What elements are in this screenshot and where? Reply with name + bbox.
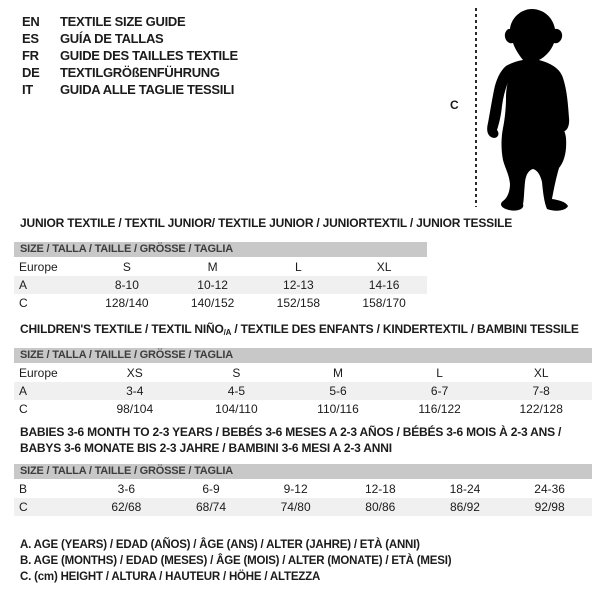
- footnote-age-months: B. AGE (MONTHS) / EDAD (MESES) / ÂGE (MOIS) / ALTER (MONATE) / ETÀ (MESI): [20, 555, 452, 567]
- junior-section-heading: JUNIOR TEXTILE / TEXTIL JUNIOR/ TEXTILE JUNIOR / JUNIORTEXTIL / JUNIOR TESSILE: [20, 216, 513, 230]
- baby-height-figure: [450, 6, 580, 214]
- table-row: [14, 276, 427, 294]
- table-cell: L: [295, 260, 302, 274]
- table-cell: 122/128: [519, 402, 563, 416]
- table-cell: 128/140: [105, 296, 149, 310]
- baby-silhouette-icon: [482, 6, 576, 212]
- table-cell: 74/80: [280, 500, 311, 514]
- guide-title: TEXTILE SIZE GUIDE: [60, 14, 186, 29]
- table-row: [14, 364, 592, 382]
- table-row: [14, 294, 427, 312]
- children-heading-sub: /A: [223, 328, 232, 337]
- table-cell: 140/152: [190, 296, 235, 310]
- table-row: [14, 480, 592, 498]
- table-cell: 86/92: [449, 500, 480, 514]
- children-heading-text: CHILDREN'S TEXTILE / TEXTIL NIÑO: [20, 322, 224, 336]
- table-cell: 4-5: [227, 384, 246, 398]
- table-cell: 104/110: [215, 402, 258, 416]
- language-row: [22, 30, 238, 47]
- babies-heading-line1: BABIES 3-6 MONTH TO 2-3 YEARS / BEBÉS 3-6 MESES A 2-3 AÑOS / BÉBÉS 3-6 MOIS À 2-3 ANS /: [20, 425, 562, 439]
- language-row: [22, 64, 238, 81]
- table-cell: 7-8: [532, 384, 550, 398]
- babies-section-heading: [20, 424, 580, 456]
- children-heading-text: / TEXTILE DES ENFANTS / KINDERTEXTIL / BAMBINI TESSILE: [231, 322, 579, 336]
- row-label: C: [19, 296, 28, 310]
- table-cell: 8-10: [114, 278, 139, 292]
- height-measure-line: [475, 8, 477, 207]
- height-measure-label: C: [450, 98, 459, 112]
- language-row: [22, 81, 238, 98]
- table-cell: M: [332, 366, 343, 380]
- children-size-table: [14, 348, 592, 418]
- row-label: Europe: [19, 260, 58, 274]
- guide-title: GUÍA DE TALLAS: [60, 31, 164, 46]
- table-cell: XL: [533, 366, 549, 380]
- language-code: DE: [22, 65, 40, 80]
- table-cell: 152/158: [276, 296, 321, 310]
- row-label: C: [19, 402, 28, 416]
- babies-size-table: [14, 464, 592, 516]
- table-cell: 98/104: [116, 402, 154, 416]
- table-cell: S: [232, 366, 241, 380]
- junior-size-table: [14, 242, 427, 312]
- language-code: IT: [22, 82, 33, 97]
- row-label: B: [19, 482, 28, 496]
- table-row: [14, 498, 592, 516]
- table-cell: 158/170: [362, 296, 406, 310]
- language-code: FR: [22, 48, 39, 63]
- legend-footnotes: [20, 537, 451, 585]
- table-cell: 6-7: [430, 384, 449, 398]
- table-cell: M: [207, 260, 218, 274]
- table-cell: 3-6: [117, 482, 135, 496]
- language-row: [22, 13, 238, 30]
- language-title-list: [22, 13, 238, 98]
- table-row: [14, 400, 592, 418]
- table-cell: 12-18: [364, 482, 396, 496]
- table-cell: 62/68: [111, 500, 142, 514]
- row-label: A: [19, 278, 28, 292]
- table-cell: 68/74: [195, 500, 226, 514]
- row-label: A: [19, 384, 28, 398]
- language-row: [22, 47, 238, 64]
- table-cell: S: [122, 260, 131, 274]
- table-cell: 10-12: [197, 278, 228, 292]
- guide-title: TEXTILGRÖßENFÜHRUNG: [60, 65, 220, 80]
- table-cell: 14-16: [368, 278, 400, 292]
- size-header-bar: SIZE / TALLA / TAILLE / GRÖSSE / TAGLIA: [14, 242, 427, 257]
- language-code: EN: [22, 14, 40, 29]
- table-cell: 6-9: [202, 482, 220, 496]
- table-cell: 92/98: [534, 500, 565, 514]
- table-cell: 24-36: [534, 482, 565, 496]
- row-label: C: [19, 500, 28, 514]
- size-header-bar: SIZE / TALLA / TAILLE / GRÖSSE / TAGLIA: [14, 464, 592, 479]
- table-cell: 3-4: [126, 384, 144, 398]
- table-cell: 80/86: [365, 500, 396, 514]
- table-cell: L: [436, 366, 443, 380]
- table-cell: 12-13: [283, 278, 314, 292]
- language-code: ES: [22, 31, 39, 46]
- table-cell: 110/116: [317, 402, 359, 416]
- children-section-heading: [20, 322, 579, 336]
- table-row: [14, 258, 427, 276]
- guide-title: GUIDE DES TAILLES TEXTILE: [60, 48, 238, 63]
- footnote-height: C. (cm) HEIGHT / ALTURA / HAUTEUR / HÖHE / ALTEZZA: [20, 571, 321, 583]
- table-cell: XL: [376, 260, 392, 274]
- table-cell: 9-12: [283, 482, 308, 496]
- table-cell: 116/122: [418, 402, 461, 416]
- size-header-bar: SIZE / TALLA / TAILLE / GRÖSSE / TAGLIA: [14, 348, 592, 363]
- footnote-age-years: A. AGE (YEARS) / EDAD (AÑOS) / ÂGE (ANS) / ALTER (JAHRE) / ETÀ (ANNI): [20, 539, 420, 551]
- guide-title: GUIDA ALLE TAGLIE TESSILI: [60, 82, 235, 97]
- row-label: Europe: [19, 366, 58, 380]
- table-cell: 18-24: [449, 482, 481, 496]
- babies-heading-line2: BABYS 3-6 MONATE BIS 2-3 JAHRE / BAMBINI 3-6 MESI A 2-3 ANNI: [20, 441, 392, 455]
- table-row: [14, 382, 592, 400]
- table-cell: 5-6: [329, 384, 347, 398]
- table-cell: XS: [126, 366, 143, 380]
